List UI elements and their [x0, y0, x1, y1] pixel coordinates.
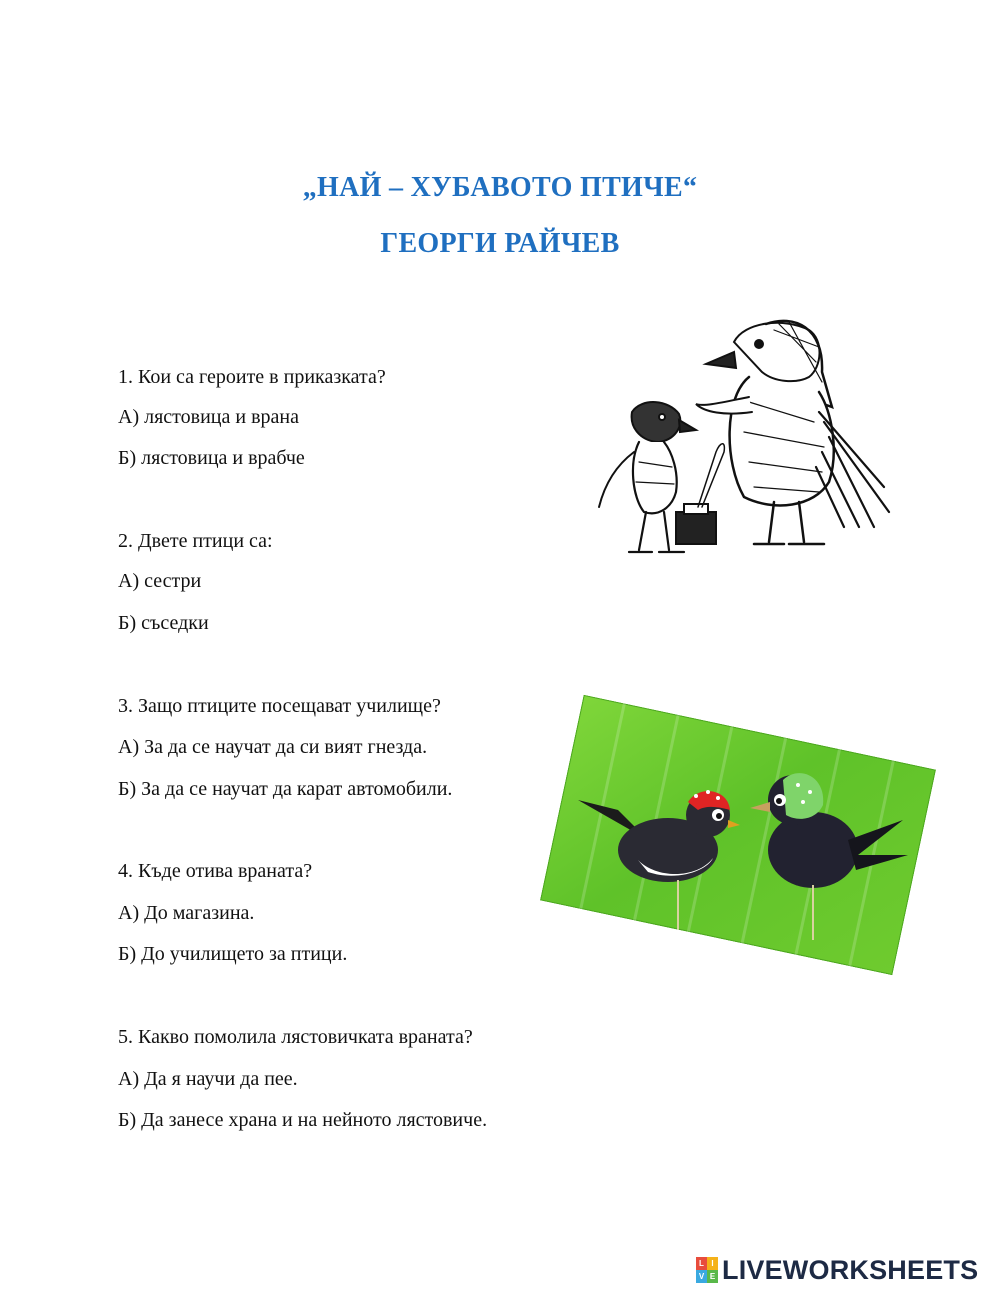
page-subtitle-author: ГЕОРГИ РАЙЧЕВ [380, 228, 620, 259]
question-2-option-b: Б) съседки [118, 612, 209, 634]
question-3-option-b: Б) За да се научат да карат автомобили. [118, 778, 453, 800]
puppet-birds-photo [528, 690, 938, 990]
question-5-option-a: А) Да я научи да пее. [118, 1068, 298, 1090]
question-4-option-b: Б) До училището за птици. [118, 943, 348, 965]
puppet-birds-drawing [540, 695, 936, 975]
question-3: 3. Защо птиците посещават училище? [118, 695, 441, 717]
question-2-option-a: А) сестри [118, 570, 202, 592]
logo-letter-v: V [696, 1270, 707, 1283]
logo-letter-l: L [696, 1257, 707, 1270]
question-4-option-a: А) До магазина. [118, 902, 255, 924]
liveworksheets-logo [696, 1254, 978, 1286]
liveworksheets-logo-icon [696, 1257, 718, 1283]
logo-letter-i: I [707, 1257, 718, 1270]
photo-frame [540, 695, 936, 975]
page-title: „НАЙ – ХУБАВОТО ПТИЧЕ“ [302, 172, 698, 203]
question-1-option-a: А) лястовица и врана [118, 406, 299, 428]
question-1: 1. Кои са героите в приказката? [118, 366, 386, 388]
question-4: 4. Къде отива враната? [118, 860, 313, 882]
question-1-option-b: Б) лястовица и врабче [118, 447, 305, 469]
crow-and-swallow-sketch-image [584, 312, 900, 562]
liveworksheets-logo-text: LIVEWORKSHEETS [722, 1254, 979, 1285]
question-2: 2. Двете птици са: [118, 530, 273, 552]
question-3-option-a: А) За да се научат да си вият гнезда. [118, 736, 428, 758]
logo-letter-e: E [707, 1270, 718, 1283]
question-5: 5. Какво помолила лястовичката враната? [118, 1026, 473, 1048]
question-5-option-b: Б) Да занесе храна и на нейното лястовиче. [118, 1109, 488, 1131]
